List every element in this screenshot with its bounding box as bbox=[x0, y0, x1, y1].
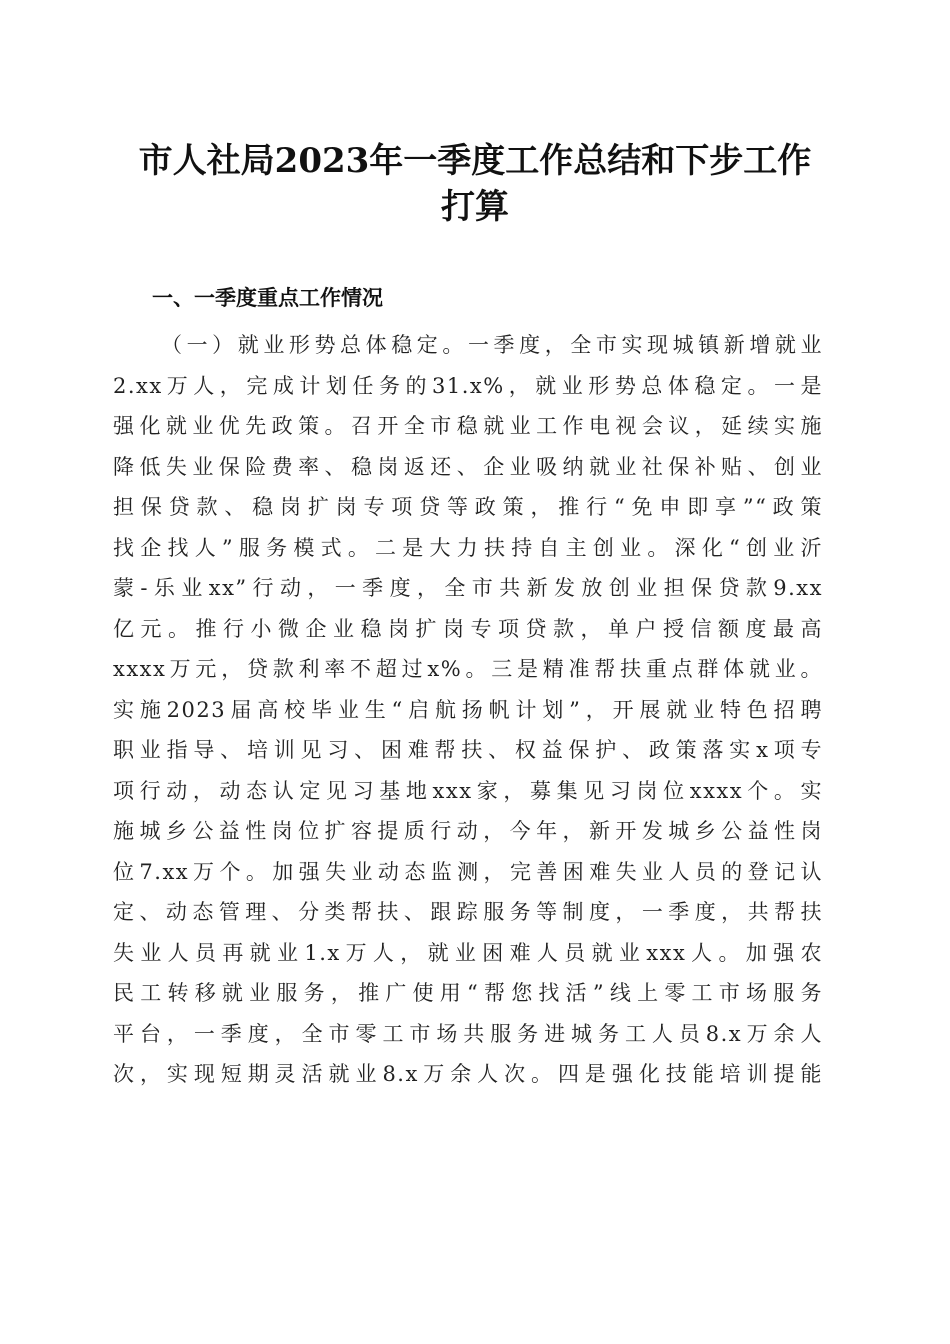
paragraph-line: 失业人员再就业1.x万人，就业困难人员就业xxx人。加强农 bbox=[113, 940, 823, 965]
document-title bbox=[100, 138, 850, 230]
paragraph-line: （一）就业形势总体稳定。一季度，全市实现城镇新增就业 bbox=[161, 333, 823, 357]
section-heading: 一、一季度重点工作情况 bbox=[152, 286, 383, 310]
paragraph-line: 实施2023届高校毕业生“启航扬帆计划”，开展就业特色招聘 bbox=[113, 697, 823, 722]
paragraph-line: 蒙-乐业xx”行动，一季度，全市共新发放创业担保贷款9.xx bbox=[113, 576, 823, 600]
body-paragraph bbox=[113, 325, 823, 1095]
paragraph-line: 次，实现短期灵活就业8.x万余人次。四是强化技能培训提能 bbox=[113, 1062, 823, 1086]
paragraph-line: 平台，一季度，全市零工市场共服务进城务工人员8.x万余人 bbox=[113, 1021, 823, 1046]
paragraph-line: 强化就业优先政策。召开全市稳就业工作电视会议，延续实施 bbox=[113, 414, 823, 438]
paragraph-line: xxxx万元，贷款利率不超过x%。三是精准帮扶重点群体就业。 bbox=[113, 657, 823, 681]
paragraph-line: 亿元。推行小微企业稳岗扩岗专项贷款，单户授信额度最高 bbox=[113, 616, 823, 641]
paragraph-line: 项行动，动态认定见习基地xxx家，募集见习岗位xxxx个。实 bbox=[113, 778, 823, 803]
paragraph-line: 担保贷款、稳岗扩岗专项贷等政策，推行“免申即享”“政策 bbox=[113, 495, 823, 519]
paragraph-line: 找企找人”服务模式。二是大力扶持自主创业。深化“创业沂 bbox=[113, 535, 823, 560]
title-line-1: 市人社局2023年一季度工作总结和下步工作 bbox=[138, 141, 812, 181]
paragraph-line: 位7.xx万个。加强失业动态监测，完善困难失业人员的登记认 bbox=[113, 859, 823, 884]
paragraph-line: 2.xx万人，完成计划任务的31.x%，就业形势总体稳定。一是 bbox=[113, 373, 823, 398]
paragraph-line: 民工转移就业服务，推广使用“帮您找活”线上零工市场服务 bbox=[113, 981, 823, 1005]
paragraph-line: 降低失业保险费率、稳岗返还、企业吸纳就业社保补贴、创业 bbox=[113, 454, 823, 479]
paragraph-line: 职业指导、培训见习、困难帮扶、权益保护、政策落实x项专 bbox=[113, 738, 823, 762]
paragraph-line: 定、动态管理、分类帮扶、跟踪服务等制度，一季度，共帮扶 bbox=[113, 900, 823, 924]
title-line-2: 打算 bbox=[441, 187, 509, 227]
paragraph-line: 施城乡公益性岗位扩容提质行动，今年，新开发城乡公益性岗 bbox=[113, 819, 823, 843]
